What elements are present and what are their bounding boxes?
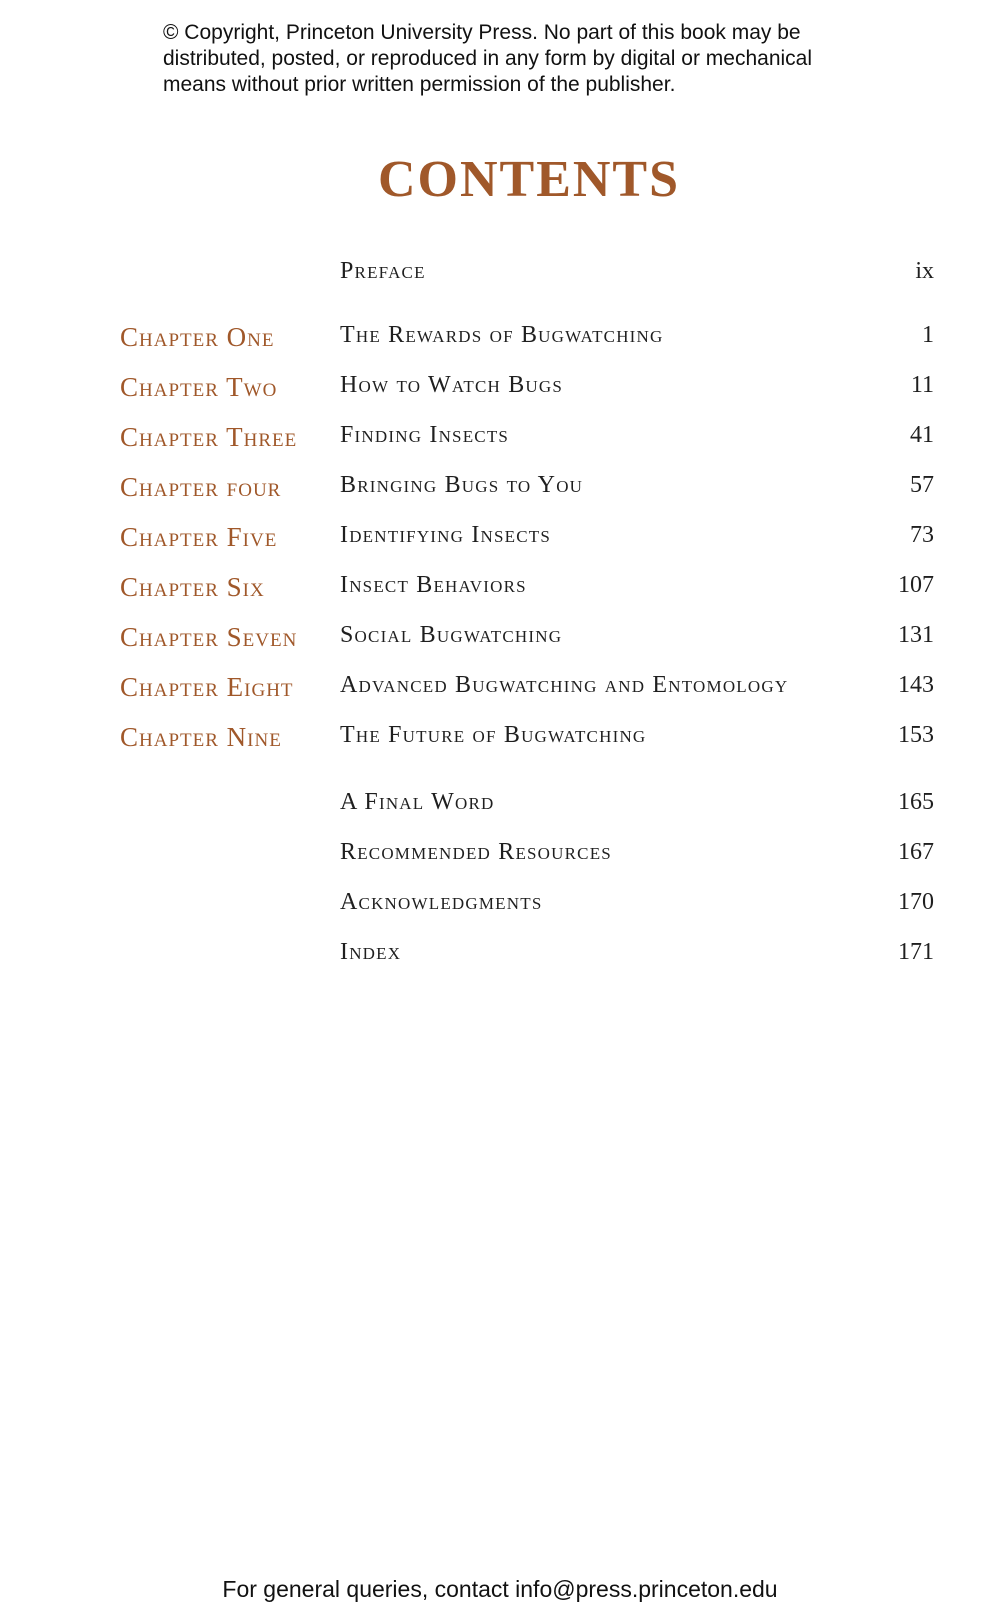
toc-entry-title: Insect Behaviors [340,572,527,598]
toc-entry-title: Recommended Resources [340,839,612,865]
toc-back-matter-row [0,939,1000,973]
toc-back-matter-row [0,789,1000,823]
footer-contact: For general queries, contact info@press.princeton.edu [222,1576,778,1602]
toc-entry-title: The Future of Bugwatching [340,722,647,748]
toc-entry-title: Index [340,939,402,965]
chapter-label: Chapter Three [120,422,298,452]
chapter-label: Chapter Seven [120,622,298,652]
chapter-label: Chapter Five [120,522,278,552]
toc-chapter-row [0,522,1000,556]
toc-page-number: 1 [922,322,934,348]
toc-back-matter-row [0,889,1000,923]
toc-chapter-row [0,372,1000,406]
toc-entry-title: Advanced Bugwatching and Entomology [340,672,789,698]
toc-chapter-row [0,672,1000,706]
toc-page-number: 171 [898,939,934,965]
copyright-line: distributed, posted, or reproduced in any form by digital or mechanical [163,47,813,70]
toc-page-number: 11 [910,372,934,398]
toc-page-number: 73 [910,522,934,548]
toc-page-number: 170 [898,889,934,915]
chapter-label: Chapter Eight [120,672,294,702]
toc-chapter-row [0,472,1000,506]
toc-entry-title: Identifying Insects [340,522,552,548]
chapter-label: Chapter One [120,322,275,352]
chapter-label: Chapter four [120,472,282,502]
toc-entry-title: Bringing Bugs to You [340,472,584,498]
toc-entry-title: A Final Word [340,789,495,815]
toc-chapter-row [0,322,1000,356]
chapter-label: Chapter Nine [120,722,282,752]
toc-chapter-row [0,722,1000,756]
toc-entry-title: Finding Insects [340,422,510,448]
toc-entry-title: Preface [340,258,426,284]
toc-page-number: 143 [898,672,934,698]
toc-page-number: ix [915,258,934,284]
copyright-line: means without prior written permission of the publisher. [163,73,676,96]
toc-page-number: 57 [910,472,934,498]
toc-chapter-row [0,622,1000,656]
toc-entry-title: The Rewards of Bugwatching [340,322,664,348]
toc-entry-title: Social Bugwatching [340,622,563,648]
chapter-label: Chapter Two [120,372,278,402]
toc-entry-title: How to Watch Bugs [340,372,564,398]
toc-page-number: 131 [898,622,934,648]
toc-entry-title: Acknowledgments [340,889,543,915]
toc-entry-preface [0,258,1000,292]
toc-page-number: 41 [910,422,934,448]
toc-back-matter-row [0,839,1000,873]
copyright-line: © Copyright, Princeton University Press. No part of this book may be [163,21,801,44]
toc-page-number: 153 [898,722,934,748]
copyright-notice [163,20,883,98]
contents-title: CONTENTS [377,151,681,208]
chapter-label: Chapter Six [120,572,265,602]
toc-chapter-row [0,422,1000,456]
toc-page-number: 167 [898,839,934,865]
toc-page-number: 107 [898,572,934,598]
toc-chapter-row [0,572,1000,606]
toc-page-number: 165 [898,789,934,815]
